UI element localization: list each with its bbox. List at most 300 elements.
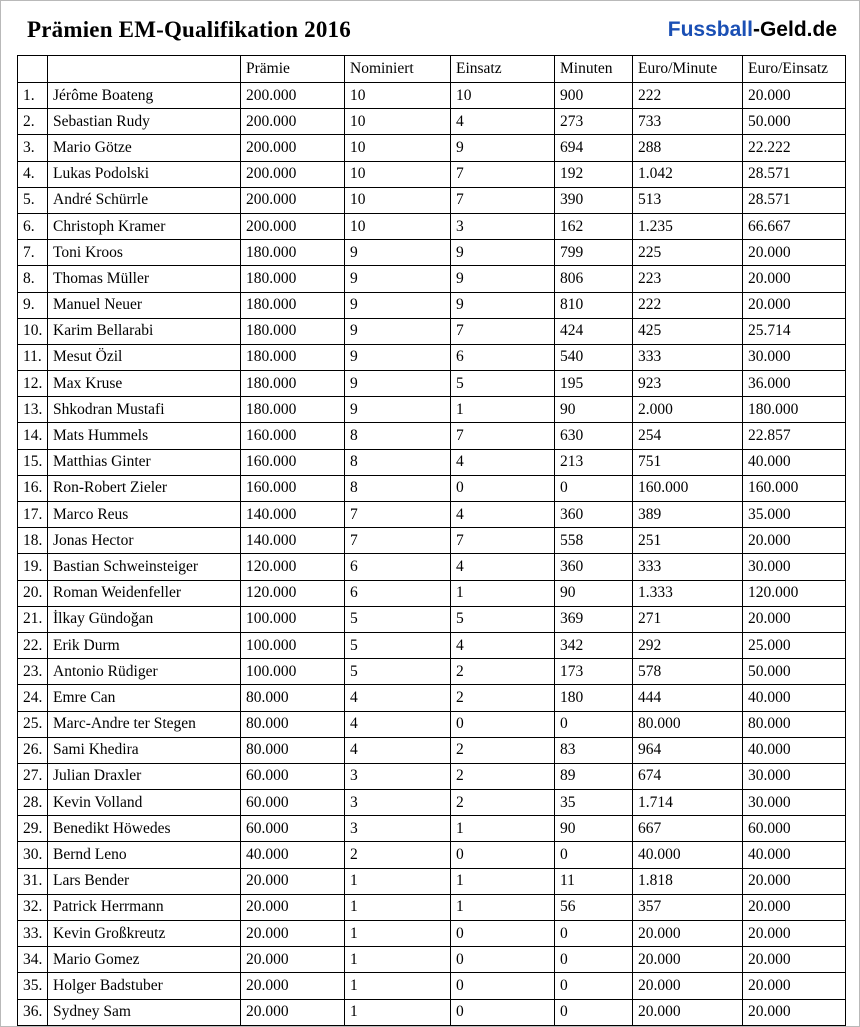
cell-appearances: 9	[451, 292, 555, 318]
table-row	[18, 528, 846, 554]
column-header-euro-per-minute: Euro/Minute	[633, 56, 743, 83]
cell-bonus: 20.000	[241, 894, 345, 920]
cell-nominated: 9	[345, 371, 451, 397]
cell-euro-per-appearance: 20.000	[743, 292, 846, 318]
cell-minutes: 90	[555, 580, 633, 606]
table-row	[18, 502, 846, 528]
cell-nominated: 9	[345, 292, 451, 318]
cell-player-name: Manuel Neuer	[48, 292, 241, 318]
cell-euro-per-appearance: 30.000	[743, 344, 846, 370]
table-header-row	[18, 56, 846, 83]
cell-nominated: 4	[345, 737, 451, 763]
logo-text-primary: Fussball	[667, 18, 753, 41]
cell-euro-per-minute: 751	[633, 449, 743, 475]
cell-player-name: Lukas Podolski	[48, 161, 241, 187]
cell-rank: 19.	[18, 554, 48, 580]
cell-rank: 16.	[18, 475, 48, 501]
cell-rank: 21.	[18, 606, 48, 632]
cell-minutes: 11	[555, 868, 633, 894]
cell-minutes: 89	[555, 763, 633, 789]
cell-player-name: Sami Khedira	[48, 737, 241, 763]
table-row	[18, 554, 846, 580]
cell-euro-per-minute: 389	[633, 502, 743, 528]
cell-bonus: 200.000	[241, 135, 345, 161]
cell-appearances: 5	[451, 606, 555, 632]
cell-euro-per-appearance: 120.000	[743, 580, 846, 606]
column-header-euro-per-appearance: Euro/Einsatz	[743, 56, 846, 83]
cell-bonus: 200.000	[241, 83, 345, 109]
cell-bonus: 180.000	[241, 318, 345, 344]
cell-nominated: 1	[345, 973, 451, 999]
cell-player-name: Antonio Rüdiger	[48, 659, 241, 685]
table-row	[18, 711, 846, 737]
cell-player-name: André Schürrle	[48, 187, 241, 213]
table-row	[18, 397, 846, 423]
column-header-rank	[18, 56, 48, 83]
cell-minutes: 213	[555, 449, 633, 475]
cell-player-name: Emre Can	[48, 685, 241, 711]
cell-appearances: 4	[451, 109, 555, 135]
cell-euro-per-appearance: 20.000	[743, 868, 846, 894]
cell-rank: 28.	[18, 790, 48, 816]
cell-appearances: 0	[451, 973, 555, 999]
cell-minutes: 0	[555, 947, 633, 973]
cell-player-name: Mats Hummels	[48, 423, 241, 449]
cell-euro-per-minute: 223	[633, 266, 743, 292]
cell-euro-per-minute: 271	[633, 606, 743, 632]
cell-appearances: 4	[451, 554, 555, 580]
cell-rank: 33.	[18, 921, 48, 947]
cell-minutes: 694	[555, 135, 633, 161]
cell-player-name: Ron-Robert Zieler	[48, 475, 241, 501]
cell-bonus: 160.000	[241, 423, 345, 449]
cell-rank: 29.	[18, 816, 48, 842]
cell-player-name: Erik Durm	[48, 632, 241, 658]
cell-euro-per-appearance: 20.000	[743, 894, 846, 920]
cell-minutes: 806	[555, 266, 633, 292]
cell-rank: 31.	[18, 868, 48, 894]
cell-bonus: 200.000	[241, 213, 345, 239]
cell-minutes: 540	[555, 344, 633, 370]
cell-minutes: 900	[555, 83, 633, 109]
cell-appearances: 9	[451, 135, 555, 161]
table-row	[18, 213, 846, 239]
cell-nominated: 1	[345, 868, 451, 894]
cell-minutes: 35	[555, 790, 633, 816]
cell-euro-per-appearance: 20.000	[743, 240, 846, 266]
cell-nominated: 3	[345, 790, 451, 816]
cell-player-name: Max Kruse	[48, 371, 241, 397]
column-header-bonus: Prämie	[241, 56, 345, 83]
cell-bonus: 100.000	[241, 659, 345, 685]
table-row	[18, 737, 846, 763]
cell-player-name: Roman Weidenfeller	[48, 580, 241, 606]
cell-nominated: 8	[345, 423, 451, 449]
cell-rank: 3.	[18, 135, 48, 161]
cell-appearances: 7	[451, 318, 555, 344]
table-row	[18, 423, 846, 449]
cell-euro-per-minute: 667	[633, 816, 743, 842]
table-row	[18, 842, 846, 868]
cell-rank: 15.	[18, 449, 48, 475]
cell-appearances: 0	[451, 842, 555, 868]
table-row	[18, 580, 846, 606]
cell-nominated: 9	[345, 344, 451, 370]
cell-rank: 22.	[18, 632, 48, 658]
cell-minutes: 0	[555, 711, 633, 737]
cell-minutes: 180	[555, 685, 633, 711]
table-row	[18, 894, 846, 920]
cell-appearances: 7	[451, 528, 555, 554]
cell-euro-per-appearance: 20.000	[743, 528, 846, 554]
cell-euro-per-appearance: 20.000	[743, 973, 846, 999]
cell-euro-per-appearance: 66.667	[743, 213, 846, 239]
cell-nominated: 3	[345, 816, 451, 842]
cell-appearances: 4	[451, 449, 555, 475]
table-row	[18, 632, 846, 658]
table-row	[18, 83, 846, 109]
cell-rank: 17.	[18, 502, 48, 528]
cell-bonus: 80.000	[241, 737, 345, 763]
cell-euro-per-appearance: 30.000	[743, 790, 846, 816]
cell-player-name: Karim Bellarabi	[48, 318, 241, 344]
cell-euro-per-minute: 222	[633, 83, 743, 109]
cell-euro-per-appearance: 22.222	[743, 135, 846, 161]
cell-euro-per-appearance: 20.000	[743, 83, 846, 109]
cell-minutes: 810	[555, 292, 633, 318]
cell-player-name: Mesut Özil	[48, 344, 241, 370]
cell-appearances: 0	[451, 947, 555, 973]
table-row	[18, 921, 846, 947]
cell-appearances: 1	[451, 894, 555, 920]
cell-euro-per-appearance: 180.000	[743, 397, 846, 423]
cell-euro-per-appearance: 50.000	[743, 659, 846, 685]
cell-euro-per-appearance: 20.000	[743, 606, 846, 632]
bonus-table	[17, 55, 846, 1026]
site-logo	[668, 15, 837, 44]
cell-bonus: 100.000	[241, 632, 345, 658]
cell-bonus: 120.000	[241, 554, 345, 580]
cell-nominated: 8	[345, 449, 451, 475]
cell-euro-per-minute: 1.042	[633, 161, 743, 187]
cell-euro-per-minute: 1.235	[633, 213, 743, 239]
cell-euro-per-appearance: 160.000	[743, 475, 846, 501]
cell-rank: 13.	[18, 397, 48, 423]
cell-nominated: 9	[345, 266, 451, 292]
cell-euro-per-appearance: 22.857	[743, 423, 846, 449]
cell-rank: 36.	[18, 999, 48, 1025]
cell-bonus: 20.000	[241, 947, 345, 973]
cell-bonus: 180.000	[241, 344, 345, 370]
cell-bonus: 200.000	[241, 187, 345, 213]
cell-euro-per-minute: 2.000	[633, 397, 743, 423]
cell-euro-per-appearance: 25.714	[743, 318, 846, 344]
cell-rank: 10.	[18, 318, 48, 344]
cell-player-name: Sydney Sam	[48, 999, 241, 1025]
cell-nominated: 2	[345, 842, 451, 868]
cell-bonus: 20.000	[241, 868, 345, 894]
cell-bonus: 20.000	[241, 921, 345, 947]
cell-bonus: 20.000	[241, 973, 345, 999]
cell-minutes: 162	[555, 213, 633, 239]
cell-euro-per-appearance: 20.000	[743, 266, 846, 292]
cell-euro-per-minute: 923	[633, 371, 743, 397]
cell-rank: 24.	[18, 685, 48, 711]
table-row	[18, 240, 846, 266]
table-row	[18, 266, 846, 292]
cell-euro-per-appearance: 28.571	[743, 161, 846, 187]
cell-rank: 34.	[18, 947, 48, 973]
cell-bonus: 180.000	[241, 266, 345, 292]
cell-minutes: 90	[555, 397, 633, 423]
cell-player-name: Mario Gomez	[48, 947, 241, 973]
table-row	[18, 187, 846, 213]
cell-appearances: 4	[451, 632, 555, 658]
table-row	[18, 790, 846, 816]
cell-euro-per-minute: 1.818	[633, 868, 743, 894]
cell-euro-per-minute: 80.000	[633, 711, 743, 737]
cell-player-name: Patrick Herrmann	[48, 894, 241, 920]
cell-nominated: 10	[345, 187, 451, 213]
cell-minutes: 0	[555, 475, 633, 501]
cell-bonus: 120.000	[241, 580, 345, 606]
cell-nominated: 10	[345, 83, 451, 109]
cell-minutes: 799	[555, 240, 633, 266]
cell-bonus: 60.000	[241, 790, 345, 816]
cell-nominated: 1	[345, 894, 451, 920]
table-row	[18, 685, 846, 711]
table-row	[18, 135, 846, 161]
cell-appearances: 9	[451, 240, 555, 266]
cell-player-name: Jérôme Boateng	[48, 83, 241, 109]
cell-euro-per-appearance: 20.000	[743, 999, 846, 1025]
cell-minutes: 630	[555, 423, 633, 449]
cell-nominated: 6	[345, 554, 451, 580]
column-header-minutes: Minuten	[555, 56, 633, 83]
cell-appearances: 1	[451, 397, 555, 423]
cell-bonus: 200.000	[241, 161, 345, 187]
table-row	[18, 161, 846, 187]
cell-bonus: 140.000	[241, 502, 345, 528]
cell-player-name: İlkay Gündoğan	[48, 606, 241, 632]
cell-appearances: 7	[451, 161, 555, 187]
cell-player-name: Matthias Ginter	[48, 449, 241, 475]
cell-rank: 18.	[18, 528, 48, 554]
cell-bonus: 80.000	[241, 711, 345, 737]
cell-euro-per-appearance: 40.000	[743, 842, 846, 868]
cell-euro-per-minute: 20.000	[633, 999, 743, 1025]
cell-nominated: 6	[345, 580, 451, 606]
cell-euro-per-minute: 20.000	[633, 947, 743, 973]
cell-player-name: Julian Draxler	[48, 763, 241, 789]
cell-appearances: 10	[451, 83, 555, 109]
table-row	[18, 868, 846, 894]
cell-euro-per-minute: 333	[633, 344, 743, 370]
table-row	[18, 659, 846, 685]
table-row	[18, 999, 846, 1025]
cell-euro-per-minute: 225	[633, 240, 743, 266]
cell-minutes: 424	[555, 318, 633, 344]
cell-appearances: 7	[451, 187, 555, 213]
cell-euro-per-appearance: 30.000	[743, 763, 846, 789]
cell-bonus: 20.000	[241, 999, 345, 1025]
cell-rank: 14.	[18, 423, 48, 449]
cell-euro-per-appearance: 20.000	[743, 921, 846, 947]
cell-euro-per-minute: 1.333	[633, 580, 743, 606]
cell-bonus: 60.000	[241, 763, 345, 789]
cell-minutes: 0	[555, 842, 633, 868]
table-row	[18, 449, 846, 475]
cell-appearances: 2	[451, 685, 555, 711]
cell-rank: 8.	[18, 266, 48, 292]
cell-minutes: 90	[555, 816, 633, 842]
cell-nominated: 7	[345, 502, 451, 528]
cell-euro-per-appearance: 35.000	[743, 502, 846, 528]
table-row	[18, 109, 846, 135]
cell-nominated: 9	[345, 318, 451, 344]
table-row	[18, 344, 846, 370]
cell-appearances: 4	[451, 502, 555, 528]
cell-nominated: 5	[345, 632, 451, 658]
cell-bonus: 140.000	[241, 528, 345, 554]
cell-bonus: 100.000	[241, 606, 345, 632]
cell-rank: 32.	[18, 894, 48, 920]
cell-rank: 23.	[18, 659, 48, 685]
table-row	[18, 973, 846, 999]
cell-rank: 26.	[18, 737, 48, 763]
cell-minutes: 0	[555, 921, 633, 947]
cell-euro-per-minute: 251	[633, 528, 743, 554]
cell-nominated: 1	[345, 999, 451, 1025]
cell-nominated: 8	[345, 475, 451, 501]
table-row	[18, 606, 846, 632]
cell-euro-per-appearance: 40.000	[743, 737, 846, 763]
cell-rank: 20.	[18, 580, 48, 606]
cell-appearances: 7	[451, 423, 555, 449]
cell-player-name: Jonas Hector	[48, 528, 241, 554]
table-row	[18, 371, 846, 397]
cell-nominated: 1	[345, 921, 451, 947]
cell-appearances: 0	[451, 475, 555, 501]
cell-bonus: 80.000	[241, 685, 345, 711]
cell-minutes: 0	[555, 999, 633, 1025]
cell-nominated: 5	[345, 659, 451, 685]
table-row	[18, 763, 846, 789]
cell-appearances: 2	[451, 790, 555, 816]
cell-rank: 12.	[18, 371, 48, 397]
cell-rank: 11.	[18, 344, 48, 370]
cell-euro-per-appearance: 50.000	[743, 109, 846, 135]
cell-euro-per-minute: 444	[633, 685, 743, 711]
cell-rank: 35.	[18, 973, 48, 999]
cell-nominated: 1	[345, 947, 451, 973]
cell-euro-per-minute: 20.000	[633, 973, 743, 999]
table-row	[18, 318, 846, 344]
cell-euro-per-minute: 333	[633, 554, 743, 580]
cell-bonus: 60.000	[241, 816, 345, 842]
cell-bonus: 160.000	[241, 449, 345, 475]
cell-player-name: Marco Reus	[48, 502, 241, 528]
table-row	[18, 816, 846, 842]
column-header-nominated: Nominiert	[345, 56, 451, 83]
cell-euro-per-minute: 40.000	[633, 842, 743, 868]
cell-appearances: 0	[451, 921, 555, 947]
cell-appearances: 1	[451, 580, 555, 606]
cell-player-name: Marc-Andre ter Stegen	[48, 711, 241, 737]
cell-euro-per-minute: 1.714	[633, 790, 743, 816]
logo-text-secondary: -Geld.de	[752, 18, 837, 41]
cell-euro-per-minute: 288	[633, 135, 743, 161]
cell-minutes: 56	[555, 894, 633, 920]
cell-euro-per-appearance: 20.000	[743, 947, 846, 973]
cell-nominated: 10	[345, 213, 451, 239]
cell-minutes: 273	[555, 109, 633, 135]
cell-bonus: 180.000	[241, 292, 345, 318]
cell-euro-per-minute: 222	[633, 292, 743, 318]
cell-euro-per-minute: 292	[633, 632, 743, 658]
cell-rank: 9.	[18, 292, 48, 318]
cell-euro-per-appearance: 25.000	[743, 632, 846, 658]
table-body	[18, 83, 846, 1026]
cell-appearances: 5	[451, 371, 555, 397]
cell-appearances: 0	[451, 711, 555, 737]
cell-appearances: 2	[451, 763, 555, 789]
cell-nominated: 10	[345, 161, 451, 187]
cell-nominated: 9	[345, 397, 451, 423]
cell-euro-per-minute: 254	[633, 423, 743, 449]
cell-minutes: 360	[555, 554, 633, 580]
cell-player-name: Kevin Volland	[48, 790, 241, 816]
cell-nominated: 10	[345, 109, 451, 135]
cell-bonus: 200.000	[241, 109, 345, 135]
cell-rank: 1.	[18, 83, 48, 109]
cell-nominated: 3	[345, 763, 451, 789]
cell-player-name: Bernd Leno	[48, 842, 241, 868]
cell-minutes: 173	[555, 659, 633, 685]
cell-player-name: Shkodran Mustafi	[48, 397, 241, 423]
cell-rank: 30.	[18, 842, 48, 868]
cell-appearances: 1	[451, 816, 555, 842]
cell-player-name: Bastian Schweinsteiger	[48, 554, 241, 580]
cell-euro-per-minute: 357	[633, 894, 743, 920]
document-header	[17, 15, 843, 53]
cell-appearances: 9	[451, 266, 555, 292]
cell-minutes: 369	[555, 606, 633, 632]
cell-rank: 27.	[18, 763, 48, 789]
cell-euro-per-minute: 674	[633, 763, 743, 789]
cell-euro-per-appearance: 36.000	[743, 371, 846, 397]
cell-euro-per-minute: 20.000	[633, 921, 743, 947]
cell-nominated: 9	[345, 240, 451, 266]
cell-player-name: Holger Badstuber	[48, 973, 241, 999]
cell-minutes: 192	[555, 161, 633, 187]
cell-euro-per-appearance: 60.000	[743, 816, 846, 842]
cell-euro-per-minute: 578	[633, 659, 743, 685]
page-title: Prämien EM-Qualifikation 2016	[27, 17, 351, 42]
cell-euro-per-appearance: 30.000	[743, 554, 846, 580]
cell-rank: 5.	[18, 187, 48, 213]
cell-bonus: 40.000	[241, 842, 345, 868]
cell-minutes: 342	[555, 632, 633, 658]
cell-bonus: 180.000	[241, 371, 345, 397]
cell-rank: 6.	[18, 213, 48, 239]
cell-nominated: 5	[345, 606, 451, 632]
cell-rank: 4.	[18, 161, 48, 187]
cell-appearances: 1	[451, 868, 555, 894]
cell-minutes: 390	[555, 187, 633, 213]
cell-nominated: 7	[345, 528, 451, 554]
cell-appearances: 0	[451, 999, 555, 1025]
